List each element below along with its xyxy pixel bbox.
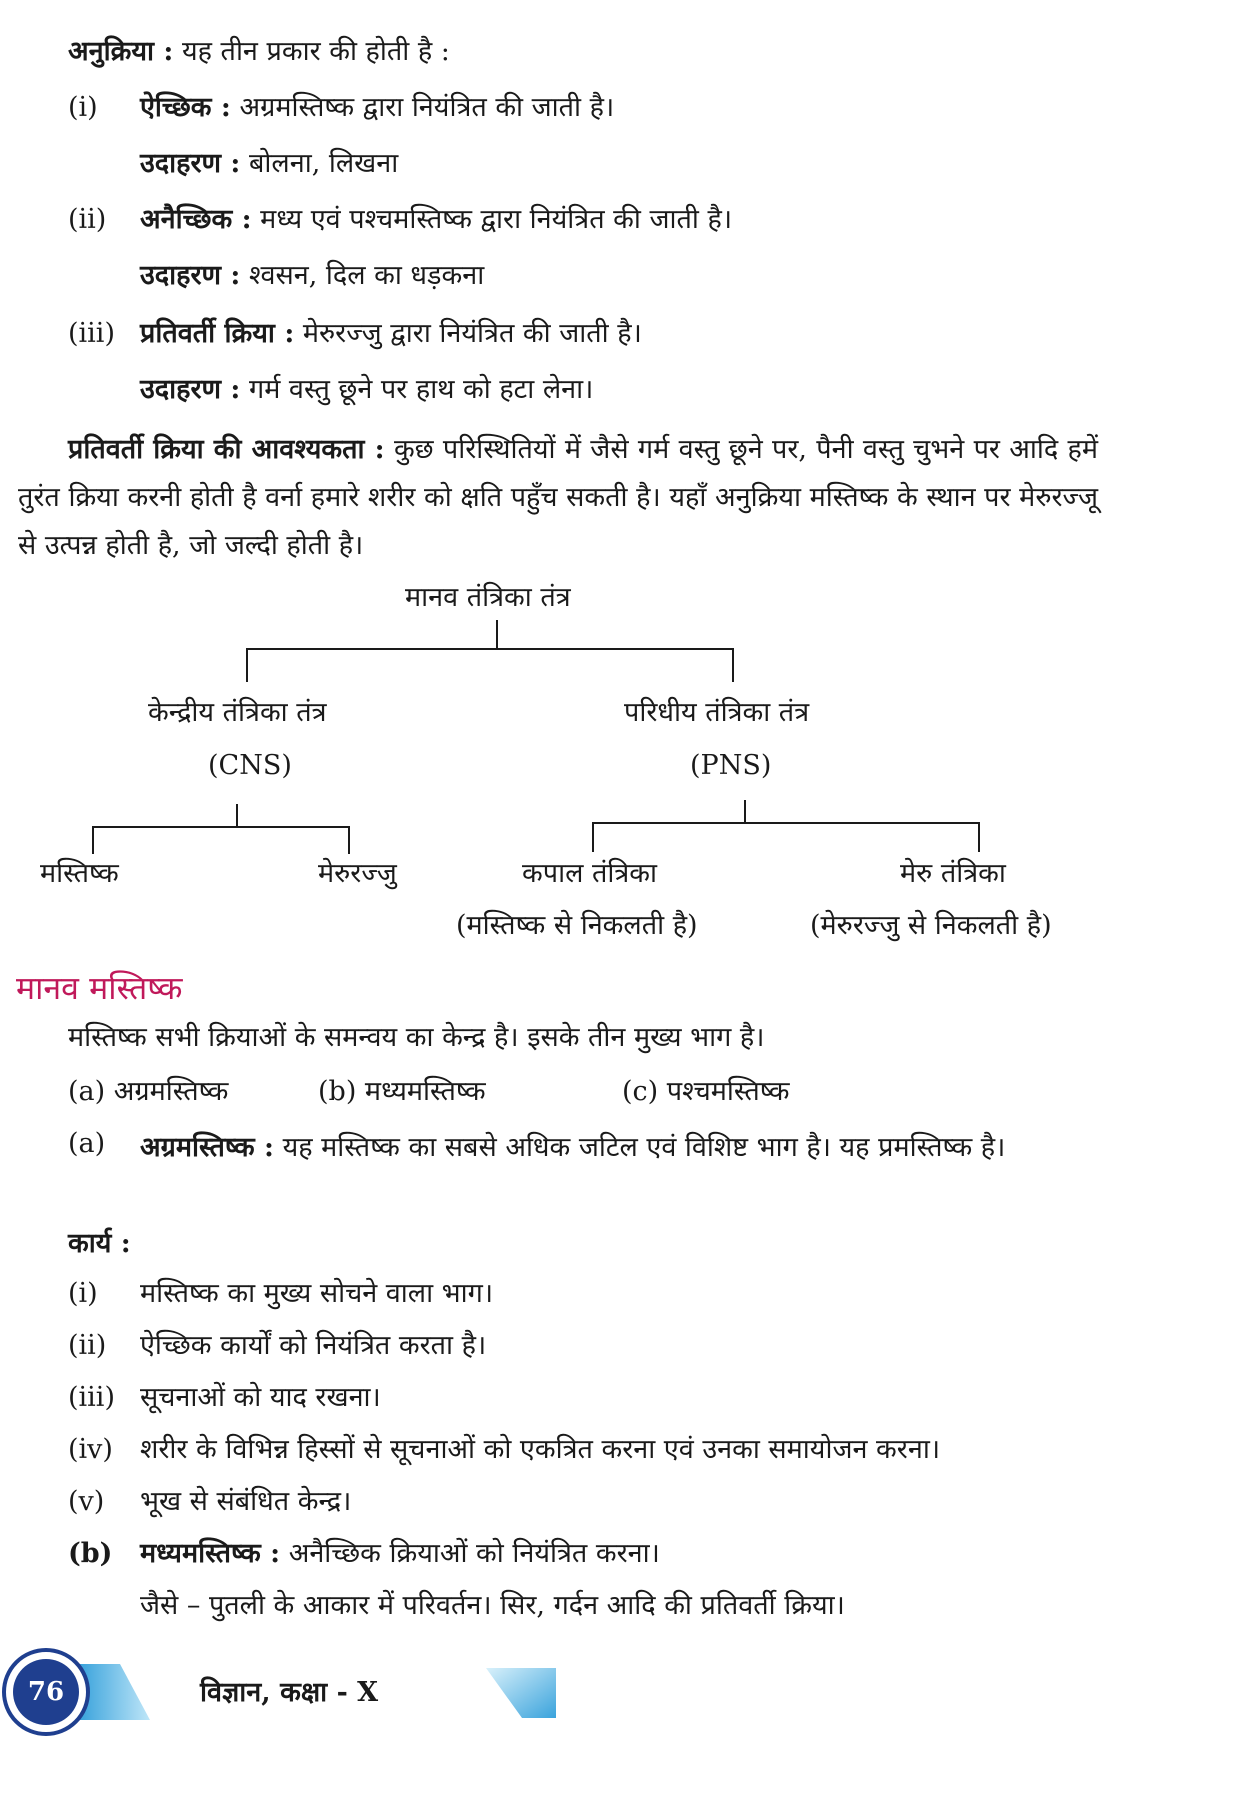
voluntary-item [140,90,614,126]
midbrain-text: अनैच्छिक क्रियाओं को नियंत्रित करना। [288,1538,660,1569]
cranial-nerve-node: कपाल तंत्रिका [522,858,657,889]
item-number: (i) [68,92,98,123]
function-number: (v) [68,1486,105,1517]
connector-line [246,648,734,650]
function-number: (ii) [68,1330,107,1361]
function-number: (i) [68,1278,98,1309]
cranial-nerve-note: (मस्तिष्क से निकलती है) [456,910,698,941]
reflex-item [140,316,642,352]
item-label: ऐच्छिक : [140,92,231,123]
connector-line [744,800,746,824]
brain-part: (c) पश्चमस्तिष्क [622,1076,790,1107]
midbrain-label: मध्यमस्तिष्क : [140,1538,281,1569]
function-number: (iv) [68,1434,113,1465]
reflex-need-paragraph [18,426,1098,570]
section-title [68,34,450,70]
footer-title: विज्ञान, कक्षा - X [200,1677,379,1708]
function-number: (iii) [68,1382,115,1413]
example-label: उदाहरण : [140,260,241,291]
function-item: शरीर के विभिन्न हिस्सों से सूचनाओं को एकत्रित करना एवं उनका समायोजन करना। [140,1434,941,1465]
item-label: अनैच्छिक : [140,204,252,235]
brain-intro: मस्तिष्क सभी क्रियाओं के समन्वय का केन्द्र है। इसके तीन मुख्य भाग है। [68,1022,765,1053]
connector-line [348,826,350,854]
function-item: भूख से संबंधित केन्द्र। [140,1486,352,1517]
brain-part: (a) अग्रमस्तिष्क [68,1076,229,1107]
page-number: 76 [13,1659,79,1725]
example-line [140,258,484,294]
item-label: प्रतिवर्ती क्रिया : [140,318,295,349]
brain-part: (b) मध्यमस्तिष्क [318,1076,486,1107]
connector-line [732,648,734,682]
footer-tab-right [486,1668,556,1718]
example-line [140,146,398,182]
example-label: उदाहरण : [140,148,241,179]
forebrain-text: यह मस्तिष्क का सबसे अधिक जटिल एवं विशिष्ट भाग है। यह प्रमस्तिष्क है। [282,1132,1006,1163]
connector-line [92,826,350,828]
pns-label: परिधीय तंत्रिका तंत्र [624,697,810,728]
cns-label: केन्द्रीय तंत्रिका तंत्र [148,697,327,728]
function-item: मस्तिष्क का मुख्य सोचने वाला भाग। [140,1278,494,1309]
section-title-text: यह तीन प्रकार की होती है : [181,36,450,67]
example-text: गर्म वस्तु छूने पर हाथ को हटा लेना। [249,374,594,405]
function-item: सूचनाओं को याद रखना। [140,1382,381,1413]
item-text: मेरुरज्जु द्वारा नियंत्रित की जाती है। [302,318,642,349]
item-text: अग्रमस्तिष्क द्वारा नियंत्रित की जाती है। [239,92,615,123]
item-number: (iii) [68,318,115,349]
involuntary-item [140,202,732,238]
section-title-label: अनुक्रिया : [68,36,174,67]
example-label: उदाहरण : [140,374,241,405]
forebrain-description [140,1126,1100,1170]
example-line [140,372,593,408]
spinal-nerve-note: (मेरुरज्जु से निकलती है) [810,910,1052,941]
diagram-root: मानव तंत्रिका तंत्र [405,582,571,613]
reflex-need-text: कुछ परिस्थितियों में जैसे गर्म वस्तु छूने पर, पैनी वस्तु चुभने पर आदि हमें तुरंत क्रिया करनी होती है वर्ना हमारे शरीर को क्षति पहुँच सकती है। यहाँ अनुक्रिया मस्तिष्क के स्थान पर मेरुरज्जू से उत्पन्न होती है, जो जल्दी होती है। [18,434,1098,561]
item-number: (b) [68,1538,113,1569]
spinal-cord-node: मेरुरज्जु [318,858,397,889]
reflex-need-label: प्रतिवर्ती क्रिया की आवश्यकता : [68,434,385,465]
midbrain-description [140,1536,660,1572]
page-number-badge [2,1648,90,1736]
brain-node: मस्तिष्क [40,858,119,889]
function-item: ऐच्छिक कार्यों को नियंत्रित करता है। [140,1330,487,1361]
forebrain-label: अग्रमस्तिष्क : [140,1132,274,1163]
connector-line [496,620,498,650]
functions-label: कार्य : [68,1228,131,1259]
example-text: श्वसन, दिल का धड़कना [249,260,485,291]
item-number: (a) [68,1128,106,1159]
spinal-nerve-node: मेरु तंत्रिका [900,858,1006,889]
footer-tab-left [80,1664,150,1720]
item-number: (ii) [68,204,107,235]
connector-line [592,822,594,852]
connector-line [978,822,980,852]
connector-line [592,822,980,824]
connector-line [246,648,248,682]
connector-line [92,826,94,854]
pns-abbr: (PNS) [690,750,772,781]
item-text: मध्य एवं पश्चमस्तिष्क द्वारा नियंत्रित की जाती है। [260,204,733,235]
connector-line [236,804,238,828]
section-heading: मानव मस्तिष्क [16,969,183,1007]
example-text: बोलना, लिखना [249,148,399,179]
cns-abbr: (CNS) [208,750,292,781]
midbrain-example: जैसे – पुतली के आकार में परिवर्तन। सिर, गर्दन आदि की प्रतिवर्ती क्रिया। [140,1590,845,1621]
